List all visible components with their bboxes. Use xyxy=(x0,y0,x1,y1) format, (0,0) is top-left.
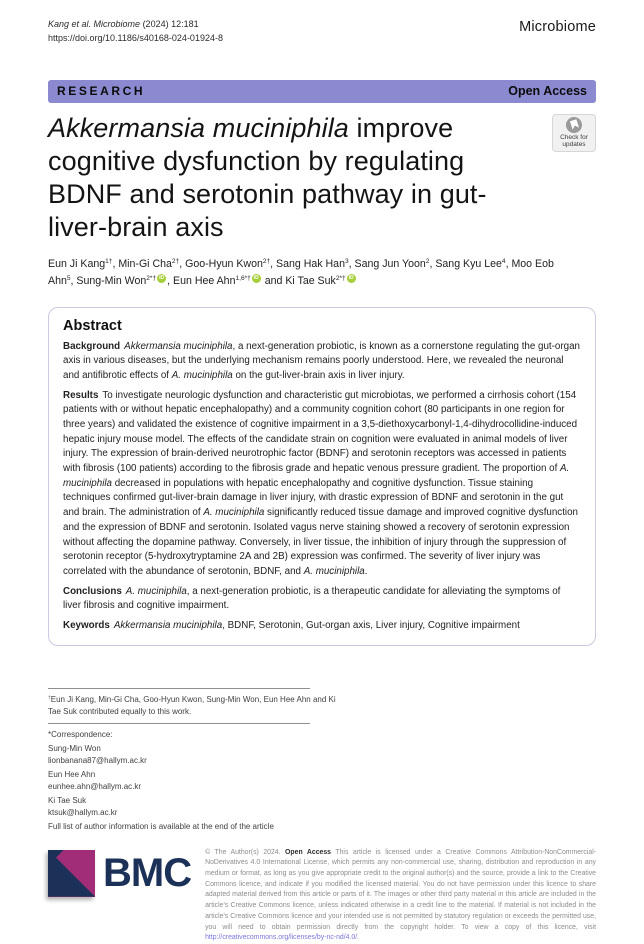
background-text xyxy=(63,341,580,381)
text-segment: A. muciniphila xyxy=(303,565,365,577)
abstract-keywords xyxy=(63,619,581,634)
text-segment: To investigate neurologic dysfunction and characteristic gut microbiotas, we performed a cirrhosis cohort (154 patients with or without hepatic encephalopathy) and a community cognition cohort (80 participants in one region for three years) and validated the existence of cognitive impairment in a 3,5-diethoxycarbonyl-1,4-dihydrocollidine-induced hepatic injury mouse model. The effects of the candidate strain on cognition were evaluated in animal models of liver injury. The expression of brain-derived neurotrophic factor (BDNF) and serotonin receptors was accessed in patients with fibrosis (100 patients) according to the fibrosis grade and hepatic venous pressure gradient. The proportion of xyxy=(63,389,578,475)
text-segment: Open Access xyxy=(285,848,332,856)
text-segment: A. muciniphila xyxy=(63,463,570,489)
licence-link[interactable]: http://creativecommons.org/licenses/by-nc-nd/4.0/ xyxy=(205,934,358,942)
text-segment: A. muciniphila xyxy=(203,507,265,519)
page-header xyxy=(48,18,596,46)
check-for-updates-badge[interactable] xyxy=(552,114,596,152)
text-segment: 2† xyxy=(171,258,180,266)
badge-line1: Check for xyxy=(560,133,588,141)
section-label-results: Results xyxy=(63,389,99,401)
open-access-label: Open Access xyxy=(508,84,587,99)
text-segment: improve cognitive dysfunction by regulating BDNF and serotonin pathway in gut-liver-brain axis xyxy=(48,112,487,243)
text-segment: , Moo Eob Ahn xyxy=(48,257,554,287)
text-segment: , Sang Kyu Lee xyxy=(429,257,502,270)
text-segment: A. muciniphila xyxy=(171,369,233,381)
text-segment: , BDNF, Serotonin, Gut-organ axis, Liver injury, Cognitive impairment xyxy=(222,619,520,631)
text-segment: , Min-Gi Cha xyxy=(112,257,172,270)
section-label-background: Background xyxy=(63,340,121,352)
correspondent-name: Ki Tae Suk xyxy=(48,795,87,805)
text-segment: 2*† xyxy=(146,275,157,283)
text-segment: 1,6*† xyxy=(235,275,251,283)
correspondent-email: ktsuk@hallym.ac.kr xyxy=(48,807,118,817)
footnote-divider-top xyxy=(48,688,310,689)
text-segment: , Goo-Hyun Kwon xyxy=(179,257,263,270)
citation-volume: (2024) 12:181 xyxy=(142,19,199,29)
text-segment: , Sang Hak Han xyxy=(270,257,345,270)
correspondence-label: *Correspondence: xyxy=(48,729,113,739)
bookmark-icon xyxy=(569,119,578,130)
conclusions-text xyxy=(63,586,560,612)
text-segment: Akkermansia muciniphila xyxy=(124,340,233,352)
text-segment: 5 xyxy=(66,275,71,283)
text-segment: Akkermansia muciniphila xyxy=(113,619,223,631)
correspondent-email: lionbanana87@hallym.ac.kr xyxy=(48,755,147,765)
keywords-text xyxy=(114,620,520,631)
section-label-keywords: Keywords xyxy=(63,619,110,631)
badge-line2: updates xyxy=(562,141,586,149)
correspondent-name: Eun Hee Ahn xyxy=(48,769,96,779)
citation-line xyxy=(48,18,223,32)
text-segment: Eun Ji Kang xyxy=(48,257,106,270)
copyright-notice xyxy=(205,848,596,944)
text-segment: 2*† xyxy=(335,275,346,283)
results-text xyxy=(63,390,578,577)
text-segment: . xyxy=(357,934,360,942)
text-segment: significantly reduced tissue damage and improved cognitive dysfunction and the expression of BDNF and serotonin. Isolated vagus nerve staining showed a recovery of serotonin expression without affecting the dopamine pathway. Conversely, in liver tissue, the inhibition of injury through the suppression of serotonin receptor (5-hydroxytryptamine 2A and 2B) expression was confirmed. The severity of liver injury was correlated with the abundance of serotonin, BDNF, and xyxy=(63,507,579,577)
doi-text: https://doi.org/10.1186/s40168-024-01924-8 xyxy=(48,32,223,43)
text-segment: Eun Ji Kang, Min-Gi Cha, Goo-Hyun Kwon, Sung-Min Won, Eun Hee Ahn and Ki Tae Suk contributed equally to this work. xyxy=(48,694,336,716)
page-footer xyxy=(48,848,596,944)
text-segment: 4 xyxy=(501,258,506,266)
abstract-background xyxy=(63,340,581,384)
citation-authors-journal: Kang et al. Microbiome xyxy=(48,19,141,29)
abstract-results xyxy=(63,389,581,580)
author-list xyxy=(48,256,568,290)
text-segment: † xyxy=(48,696,51,702)
text-segment: © The Author(s) 2024. xyxy=(205,848,286,856)
text-segment: Akkermansia muciniphila xyxy=(48,112,349,143)
text-segment: decreased in populations with hepatic encephalopathy and cognitive dysfunction. Tissue staining techniques confirmed gut-liver-brain damage in liver injury, with drastic expression of BDNF and serotonin in the gut and brain. The administration of xyxy=(63,477,564,519)
text-segment: , a next-generation probiotic, is a therapeutic candidate for alleviating the symptoms of liver fibrosis and cognitive impairment. xyxy=(63,585,561,612)
journal-name: Microbiome xyxy=(519,19,596,35)
full-author-list-note: Full list of author information is available at the end of the article xyxy=(48,821,274,831)
text-segment: 1† xyxy=(105,258,113,266)
text-segment: on the gut-liver-brain axis in liver injury. xyxy=(232,369,405,381)
abstract-box xyxy=(48,307,596,646)
text-segment: , Eun Hee Ahn xyxy=(167,274,236,287)
article-title xyxy=(48,112,538,245)
orcid-icon[interactable]: iD xyxy=(159,275,165,282)
correspondent-email: eunhee.ahn@hallym.ac.kr xyxy=(48,781,142,791)
equal-contribution-note xyxy=(48,694,348,718)
research-banner xyxy=(48,80,596,103)
check-updates-icon xyxy=(566,117,582,133)
bmc-wordmark: BMC xyxy=(103,850,192,895)
text-segment: , Sang Jun Yoon xyxy=(348,257,426,270)
text-segment: 2 xyxy=(425,258,430,266)
correspondent-name: Sung-Min Won xyxy=(48,743,101,753)
citation-block xyxy=(48,18,223,46)
title-row xyxy=(48,112,596,245)
text-segment: . xyxy=(364,565,368,577)
text-segment: , a next-generation probiotic, is known as a cornerstone regulating the gut-organ axis in various diseases, but the underlying mechanism remains poorly understood. Here, we revealed the neuronal and antifibrotic effects of xyxy=(63,340,580,381)
text-segment: and Ki Tae Suk xyxy=(261,274,336,287)
bmc-logo-icon xyxy=(48,850,95,897)
article-type-label: RESEARCH xyxy=(57,84,146,99)
footnotes xyxy=(48,688,348,833)
text-segment: 2† xyxy=(262,258,271,266)
text-segment: A. muciniphila xyxy=(125,585,187,597)
text-segment: , Sung-Min Won xyxy=(70,274,147,287)
abstract-conclusions xyxy=(63,585,581,614)
orcid-icon[interactable]: iD xyxy=(348,275,354,282)
footnote-divider-mid xyxy=(48,723,310,724)
text-segment: This article is licensed under a Creative Commons Attribution-NonCommercial-NoDerivatives 4.0 International License, which permits any non-commercial use, sharing, distribution and reproduction in any medium or format, as long as you give appropriate credit to the original author(s) and the source, provide a link to the Creative Commons licence, and indicate if you modified the licensed material. You do not have permission under this licence to share adapted material derived from this article or parts of it. The images or other third party material in this article are included in the article's Creative Commons licence, unless indicated otherwise in a credit line to the material. If material is not included in the article's Creative Commons licence and your intended use is not permitted by statutory regulation or exceeds the permitted use, you will need to obtain permission directly from the copyright holder. To view a copy of this licence, visit xyxy=(205,848,597,931)
orcid-icon[interactable]: iD xyxy=(253,275,259,282)
section-label-conclusions: Conclusions xyxy=(63,585,122,597)
abstract-heading: Abstract xyxy=(63,317,122,334)
bmc-logo xyxy=(48,848,191,897)
text-segment: 3 xyxy=(344,258,349,266)
